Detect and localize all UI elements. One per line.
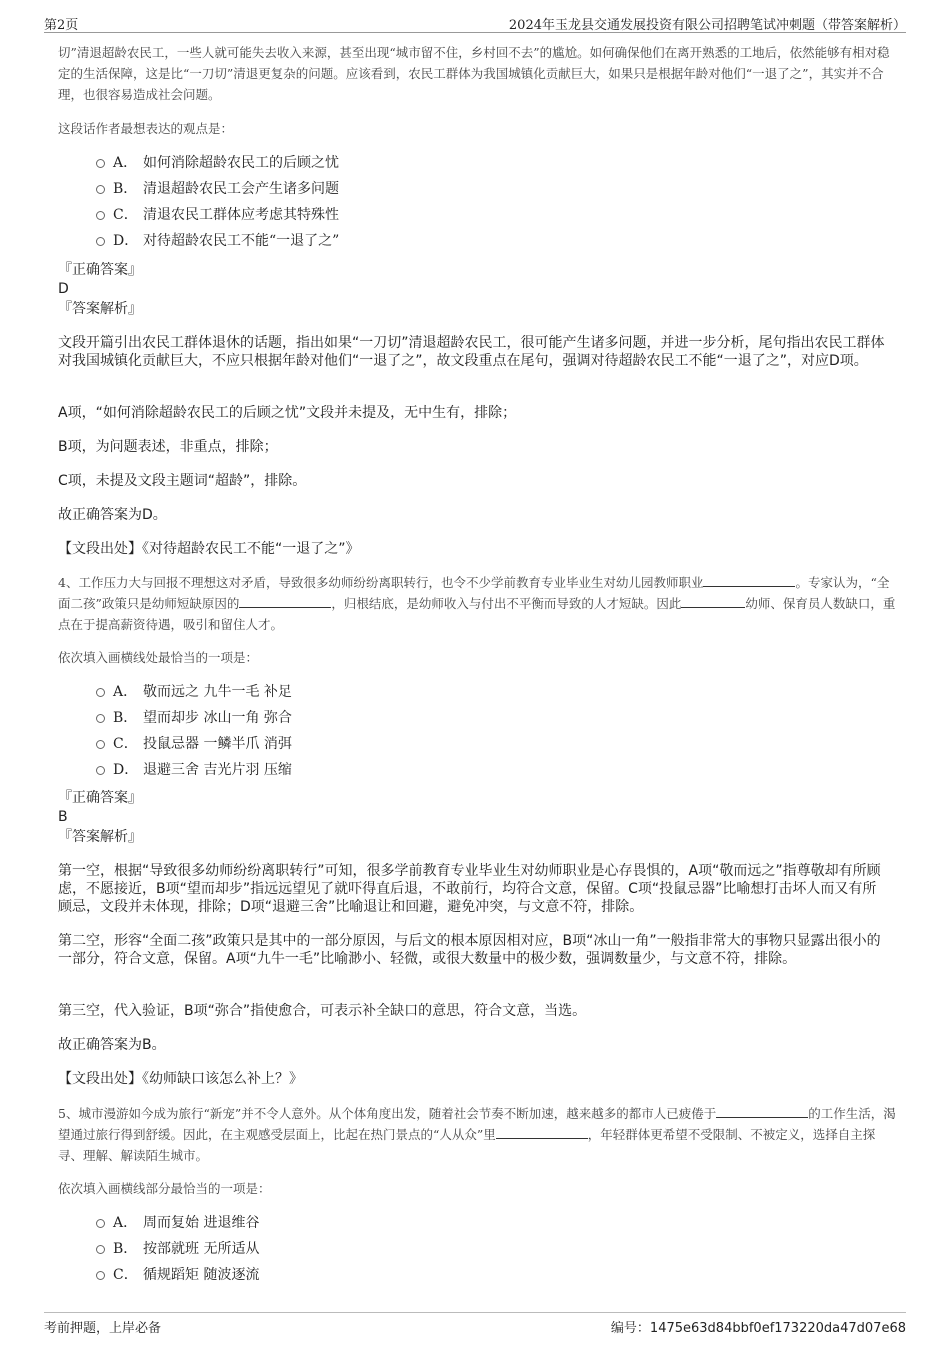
q5-option-a[interactable]: A． 周而复始 进退维谷 [96,1210,259,1236]
q4-option-b[interactable]: B． 望而却步 冰山一角 弥合 [96,705,292,731]
q4-passage: 4、工作压力大与回报不理想这对矛盾，导致很多幼师纷纷离职转行，也令不少学前教育专业毕业生对幼儿园教师职业 。专家认为，“全面二孩”政策只是幼师短缺原因的 ，归根结底，是幼师收入与付出不平衡而导致的人才短缺。因此 幼师、保育员人数缺口，重点在于提高薪资待遇，吸引和留住人才。 [58,575,896,632]
q3-question: 这段话作者最想表达的观点是： [58,121,234,136]
document-code: 编号：1475e63d84bbf0ef173220da47d07e68 [610,1321,906,1336]
fill-blank [496,1126,588,1139]
q3-passage: 切”清退超龄农民工，一些人就可能失去收入来源，甚至出现“城市留不住，乡村回不去”的尴尬。如何确保他们在离开熟悉的工地后，依然能够有相对稳定的生活保障，这是比“一刀切”清退更复杂的问题。应该看到，农民工群体为我国城镇化贡献巨大，如果只是根据年龄对他们“一退了之”，其实并不合理，也很容易造成社会问题。 [58,45,890,102]
q5-option-b[interactable]: B． 按部就班 无所适从 [96,1236,259,1262]
fill-blank [239,595,331,608]
q3-analysis-3: B项，为问题表述，非重点，排除； [58,439,278,455]
q4-analysis-label: 『答案解析』 [58,829,142,845]
q4-analysis-2: 第二空，形容“全面二孩”政策只是其中的一部分原因，与后文的根本原因相对应，B项“冰山一角”一般指非常大的事物只显露出很小的一部分，符合文意，保留。A项“九牛一毛”比喻渺小、轻微，或很大数量中的极少数，强调数量少，与文意不符，排除。 [58,933,881,967]
document-title: 2024年玉龙县交通发展投资有限公司招聘笔试冲刺题（带答案解析） [508,18,906,33]
radio-icon[interactable] [96,740,105,749]
q4-answer: B [58,809,68,825]
q4-option-a[interactable]: A． 敬而远之 九牛一毛 补足 [96,679,292,705]
q4-question: 依次填入画横线处最恰当的一项是： [58,650,259,665]
q4-option-d[interactable]: D． 退避三舍 吉光片羽 压缩 [96,757,292,783]
radio-icon[interactable] [96,159,105,168]
q5-option-c[interactable]: C． 循规蹈矩 随波逐流 [96,1262,259,1288]
q3-option-c[interactable]: C． 清退农民工群体应考虑其特殊性 [96,202,339,228]
fill-blank [681,595,745,608]
radio-icon[interactable] [96,714,105,723]
q4-answer-label: 『正确答案』 [58,790,142,806]
q3-option-b[interactable]: B． 清退超龄农民工会产生诸多问题 [96,176,339,202]
q4-option-c[interactable]: C． 投鼠忌器 一鳞半爪 消弭 [96,731,292,757]
q4-analysis-1: 第一空，根据“导致很多幼师纷纷离职转行”可知，很多学前教育专业毕业生对幼师职业是心存畏惧的，A项“敬而远之”指尊敬却有所顾虑，不愿接近，B项“望而却步”指远远望见了就吓得直后退，不敢前行，均符合文意，保留。C项“投鼠忌器”比喻想打击坏人而又有所顾忌，文段并未体现，排除；D项“退避三舍”比喻退让和回避，避免冲突，与文意不符，排除。 [58,863,881,915]
q3-options [96,150,339,254]
q5-question: 依次填入画横线部分最恰当的一项是： [58,1181,271,1196]
fill-blank [716,1105,808,1118]
q3-analysis-2: A项，“如何消除超龄农民工的后顾之忧”文段并未提及，无中生有，排除； [58,405,517,421]
q4-analysis-3: 第三空，代入验证，B项“弥合”指使愈合，可表示补全缺口的意思，符合文意，当选。 [58,1003,587,1019]
page-number: 第2页 [44,18,79,33]
q3-analysis-label: 『答案解析』 [58,301,142,317]
q3-answer-label: 『正确答案』 [58,262,142,278]
radio-icon[interactable] [96,237,105,246]
q4-analysis-4: 故正确答案为B。 [58,1037,166,1053]
radio-icon[interactable] [96,766,105,775]
q5-options [96,1210,259,1288]
radio-icon[interactable] [96,1219,105,1228]
q3-answer: D [58,281,69,297]
q3-analysis-5: 故正确答案为D。 [58,507,167,523]
footer-slogan: 考前押题，上岸必备 [44,1321,162,1336]
q4-source: 【文段出处】《幼师缺口该怎么补上？》 [58,1071,303,1087]
radio-icon[interactable] [96,211,105,220]
q4-options [96,679,292,783]
q3-analysis-4: C项，未提及文段主题词“超龄”，排除。 [58,473,307,489]
radio-icon[interactable] [96,1245,105,1254]
q5-passage: 5、城市漫游如今成为旅行“新宠”并不令人意外。从个体角度出发，随着社会节奏不断加速，越来越多的都市人已疲倦于 的工作生活，渴望通过旅行得到舒缓。因此，在主观感受层面上，比起在热门景点的“人从众”里 ，年轻群体更希望不受限制、不被定义，选择自主探寻、理解、解读陌生城市。 [58,1106,896,1163]
page-footer [44,1312,906,1336]
q3-analysis-1: 文段开篇引出农民工群体退休的话题，指出如果“一刀切”清退超龄农民工，很可能产生诸多问题，并进一步分析，尾句指出农民工群体对我国城镇化贡献巨大，不应只根据年龄对他们“一退了之”，故文段重点在尾句，强调对待超龄农民工不能“一退了之”，对应D项。 [58,335,885,369]
radio-icon[interactable] [96,185,105,194]
q3-option-d[interactable]: D． 对待超龄农民工不能“一退了之” [96,228,339,254]
radio-icon[interactable] [96,1271,105,1280]
radio-icon[interactable] [96,688,105,697]
fill-blank [703,574,795,587]
q3-option-a[interactable]: A． 如何消除超龄农民工的后顾之忧 [96,150,339,176]
page-header [44,12,906,33]
q3-source: 【文段出处】《对待超龄农民工不能“一退了之”》 [58,541,360,557]
